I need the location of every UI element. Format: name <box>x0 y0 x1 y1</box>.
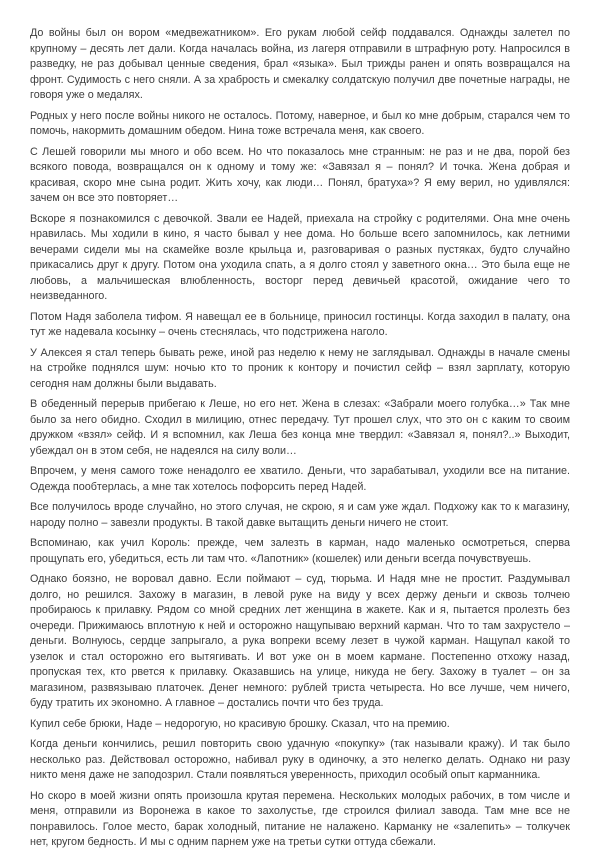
paragraph-4: Вскоре я познакомился с девочкой. Звали ее Надей, приехала на стройку с родителями. Она мне очень нравилась. Мы ходили в кино, я часто бывал у нее дома. Но больше всего запомнилось, как летними вечерами сидели мы на скамейке возле крыльца и, разговаривая о разных пустяках, будто случайно прикасались друг к другу. Потом она уходила спать, а я долго стоял у заветного окна… Это была еще не любовь, а мальчишеская влюбленность, восторг перед девичьей красотой, ожидание чего то неизведанного. <box>30 212 570 302</box>
paragraph-3: С Лешей говорили мы много и обо всем. Но что показалось мне странным: не раз и не два, порой без всякого повода, возвращался он к одному и тому же: «Завязал я – понял? И точка. Жена добрая и красивая, скоро мне сына родит. Жить хочу, как люди… Понял, братуха»? Я ему верил, но удивлялся: зачем он все это повторяет… <box>30 145 570 204</box>
paragraph-12: Купил себе брюки, Наде – недорогую, но красивую брошку. Сказал, что на премию. <box>30 717 450 730</box>
paragraph-7: В обеденный перерыв прибегаю к Леше, но его нет. Жена в слезах: «Забрали моего голубка…» Так мне было за него обидно. Сходил в милицию, отнес передачу. Тут прошел слух, что это он с каким то своим дружком «взял» сейф. И я вспомнил, как Леша без конца мне твердил: «Завязал я, понял?..» Выходит, убеждал он в этом себя, не надеялся на силу воли… <box>30 398 570 457</box>
paragraph-11: Однако боязно, не воровал давно. Если поймают – суд, тюрьма. И Надя мне не простит. Раздумывал долго, но решился. Захожу в магазин, в левой руке на виду у всех держу деньги и сквозь толчею пробираюсь к прилавку. Рядом со мной средних лет женщина в жакете. Как и я, пытается пролезть без очереди. Прижимаюсь вплотную к ней и осторожно нащупываю верхний карман. Что то там захрустело – деньги. Волнуюсь, сердце запрыгало, а рука вопреки всему лезет в чужой карман. Нащупал какой то узелок и стал осторожно его вытягивать. И вот уже он в моем кармане. Постепенно отхожу назад, пропуская тех, кто рвется к прилавку. Оказавшись на улице, никуда не бегу. Захожу в туалет – он за магазином, развязываю платочек. Денег немного: рублей триста четыреста. Но все лучше, чем ничего, буду тратить их экономно. А главное – достались почти что без труда. <box>30 573 570 709</box>
paragraph-9: Все получилось вроде случайно, но этого случая, не скрою, я и сам уже ждал. Подхожу как то к магазину, народу полно – завезли продукты. В такой давке вытащить деньги ничего не стоит. <box>30 501 570 529</box>
paragraph-14: Но скоро в моей жизни опять произошла крутая перемена. Нескольких молодых рабочих, в том числе и меня, отправили из Воронежа в какое то захолустье, где строился филиал завода. Там мне все не понравилось. Голое место, барак холодный, питание не налажено. Карманку не «залепить» – толкучек нет, кругом бедность. И мы с одним парнем уже на третьи сутки оттуда сбежали. <box>30 789 570 848</box>
paragraph-8: Впрочем, у меня самого тоже ненадолго ее хватило. Деньги, что зарабатывал, уходили все на питание. Одежда пообтерлась, а мне так хотелось пофорсить перед Надей. <box>30 465 570 493</box>
paragraph-10: Вспоминаю, как учил Король: прежде, чем залезть в карман, надо маленько осмотреться, сперва прощупать его, убедиться, есть ли там что. «Лапотник» (кошелек) или деньги всегда почувствуешь. <box>30 537 570 565</box>
paragraph-13: Когда деньги кончились, решил повторить свою удачную «покупку» (так называли кражу). И так было несколько раз. Действовал осторожно, набивал руку в одиночку, а это нелегко делать. Однако ни разу никто меня даже не заподозрил. Стали появляться уверенность, приходил особый опыт карманника. <box>30 738 570 781</box>
paragraph-6: У Алексея я стал теперь бывать реже, иной раз неделю к нему не заглядывал. Однажды в начале смены на стройке поднялся шум: ночью кто то проник к контору и почистил сейф – взял зарплату, которую сегодня нам должны были выдавать. <box>30 346 570 390</box>
paragraph-2: Родных у него после войны никого не осталось. Потому, наверное, и был ко мне добрым, старался чем то помочь, накормить домашним обедом. Нина тоже встречала меня, как своего. <box>30 109 570 137</box>
paragraph-1: До войны был он вором «медвежатником». Его рукам любой сейф поддавался. Однажды залетел по крупному – десять лет дали. Когда началась война, из лагеря отправили в штрафную роту. Напросился в разведку, не раз добывал ценные сведения, брал «языка». Был трижды ранен и опять возвращался на фронт. Судимость с него сняли. А за храбрость и смекалку солдатскую получил две почетные награды, не говоря уже о медалях. <box>30 27 570 101</box>
paragraph-5: Потом Надя заболела тифом. Я навещал ее в больнице, приносил гостинцы. Когда заходил в палату, она тут же надевала косынку – очень стеснялась, что подстрижена наголо. <box>30 310 570 338</box>
